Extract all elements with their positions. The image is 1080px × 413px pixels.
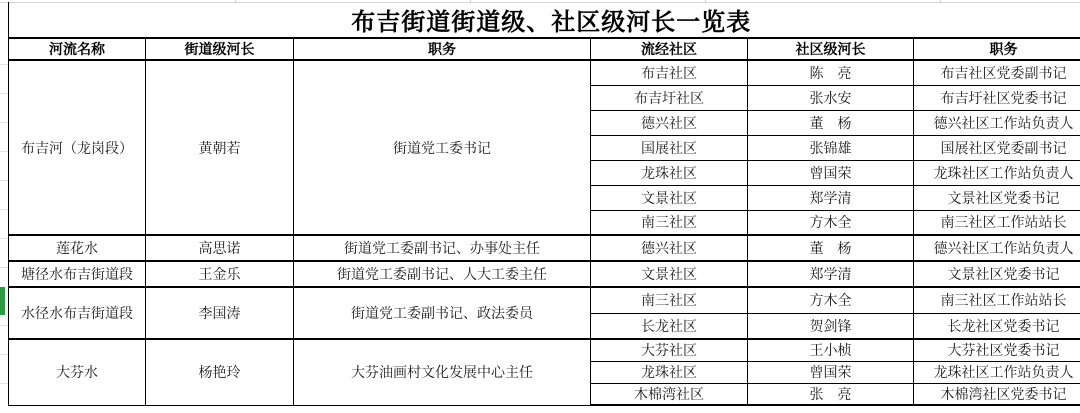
community-chief-cell[interactable]: 方木全 xyxy=(748,210,914,235)
street-chief-cell[interactable]: 高思诺 xyxy=(146,235,294,261)
street-duty-cell[interactable]: 大芬油画村文化发展中心主任 xyxy=(294,339,591,405)
community-duty-cell[interactable]: 德兴社区工作站负责人 xyxy=(914,110,1080,135)
community-cell[interactable]: 长龙社区 xyxy=(591,313,748,339)
river-cell[interactable]: 莲花水 xyxy=(9,235,146,261)
row-selection-marker xyxy=(0,287,5,315)
community-cell[interactable]: 德兴社区 xyxy=(591,110,748,135)
gridline-tick xyxy=(0,267,8,268)
street-duty-cell[interactable]: 街道党工委副书记、政法委员 xyxy=(294,287,591,339)
gridline-tick xyxy=(0,325,8,326)
community-cell[interactable]: 德兴社区 xyxy=(591,235,748,261)
table-row xyxy=(9,235,1080,261)
table-row xyxy=(9,287,1080,313)
community-duty-cell[interactable]: 长龙社区党委书记 xyxy=(914,313,1080,339)
community-duty-cell[interactable]: 文景社区党委书记 xyxy=(914,261,1080,287)
col-header-river-name[interactable]: 河流名称 xyxy=(9,38,146,60)
gridline-tick xyxy=(0,93,8,94)
street-duty-cell[interactable]: 街道党工委副书记、人大工委主任 xyxy=(294,261,591,287)
street-chief-cell[interactable]: 黄朝若 xyxy=(146,60,294,235)
community-duty-cell[interactable]: 南三社区工作站站长 xyxy=(914,287,1080,313)
gridline-tick xyxy=(0,354,8,355)
community-cell[interactable]: 龙珠社区 xyxy=(591,160,748,185)
street-duty-cell[interactable]: 街道党工委副书记、办事处主任 xyxy=(294,235,591,261)
community-chief-cell[interactable]: 郑学清 xyxy=(748,261,914,287)
community-chief-cell[interactable]: 郑学清 xyxy=(748,185,914,210)
community-duty-cell[interactable]: 德兴社区工作站负责人 xyxy=(914,235,1080,261)
community-cell[interactable]: 龙珠社区 xyxy=(591,361,748,383)
community-cell[interactable]: 布吉圩社区 xyxy=(591,85,748,110)
community-cell[interactable]: 文景社区 xyxy=(591,261,748,287)
gridline-tick xyxy=(0,383,8,384)
community-cell[interactable]: 南三社区 xyxy=(591,287,748,313)
community-chief-cell[interactable]: 贺剑锋 xyxy=(748,313,914,339)
gridline-tick xyxy=(0,64,8,65)
river-cell[interactable]: 水径水布吉街道段 xyxy=(9,287,146,339)
community-chief-cell[interactable]: 董 杨 xyxy=(748,235,914,261)
community-cell[interactable]: 南三社区 xyxy=(591,210,748,235)
col-header-street-duty[interactable]: 职务 xyxy=(294,38,591,60)
river-cell[interactable]: 塘径水布吉街道段 xyxy=(9,261,146,287)
community-chief-cell[interactable]: 张 亮 xyxy=(748,383,914,405)
table-row xyxy=(9,2,1080,38)
community-duty-cell[interactable]: 木棉湾社区党委书记 xyxy=(914,383,1080,405)
community-chief-cell[interactable]: 王小桢 xyxy=(748,339,914,361)
table-row xyxy=(9,60,1080,85)
gridline-tick xyxy=(0,122,8,123)
community-cell[interactable]: 文景社区 xyxy=(591,185,748,210)
community-chief-cell[interactable]: 张水安 xyxy=(748,85,914,110)
table-row xyxy=(9,261,1080,287)
community-chief-cell[interactable]: 董 杨 xyxy=(748,110,914,135)
community-duty-cell[interactable]: 南三社区工作站站长 xyxy=(914,210,1080,235)
community-duty-cell[interactable]: 国展社区党委副书记 xyxy=(914,135,1080,160)
gridline-tick xyxy=(0,238,8,239)
col-header-community-chief[interactable]: 社区级河长 xyxy=(748,38,914,60)
table-row xyxy=(9,339,1080,361)
street-chief-cell[interactable]: 王金乐 xyxy=(146,261,294,287)
street-duty-cell[interactable]: 街道党工委书记 xyxy=(294,60,591,235)
community-cell[interactable]: 木棉湾社区 xyxy=(591,383,748,405)
community-duty-cell[interactable]: 龙珠社区工作站负责人 xyxy=(914,160,1080,185)
community-cell[interactable]: 布吉社区 xyxy=(591,60,748,85)
community-duty-cell[interactable]: 布吉社区党委副书记 xyxy=(914,60,1080,85)
community-chief-cell[interactable]: 曾国荣 xyxy=(748,361,914,383)
street-chief-cell[interactable]: 李国涛 xyxy=(146,287,294,339)
community-duty-cell[interactable]: 大芬社区党委书记 xyxy=(914,339,1080,361)
community-chief-cell[interactable]: 方木全 xyxy=(748,287,914,313)
header-row xyxy=(9,38,1080,60)
community-duty-cell[interactable]: 文景社区党委书记 xyxy=(914,185,1080,210)
river-cell[interactable]: 布吉河（龙岗段） xyxy=(9,60,146,235)
river-chiefs-table xyxy=(8,2,1080,406)
community-chief-cell[interactable]: 曾国荣 xyxy=(748,160,914,185)
community-cell[interactable]: 国展社区 xyxy=(591,135,748,160)
col-header-community-duty[interactable]: 职务 xyxy=(914,38,1080,60)
community-chief-cell[interactable]: 陈 亮 xyxy=(748,60,914,85)
gridline-tick xyxy=(0,180,8,181)
col-header-community[interactable]: 流经社区 xyxy=(591,38,748,60)
gridline-tick xyxy=(0,209,8,210)
community-duty-cell[interactable]: 龙珠社区工作站负责人 xyxy=(914,361,1080,383)
street-chief-cell[interactable]: 杨艳玲 xyxy=(146,339,294,405)
table-title[interactable]: 布吉街道街道级、社区级河长一览表 xyxy=(9,2,1080,38)
community-chief-cell[interactable]: 张锦雄 xyxy=(748,135,914,160)
community-cell[interactable]: 大芬社区 xyxy=(591,339,748,361)
gridline-tick xyxy=(0,151,8,152)
col-header-street-chief[interactable]: 街道级河长 xyxy=(146,38,294,60)
river-cell[interactable]: 大芬水 xyxy=(9,339,146,405)
community-duty-cell[interactable]: 布吉圩社区党委书记 xyxy=(914,85,1080,110)
